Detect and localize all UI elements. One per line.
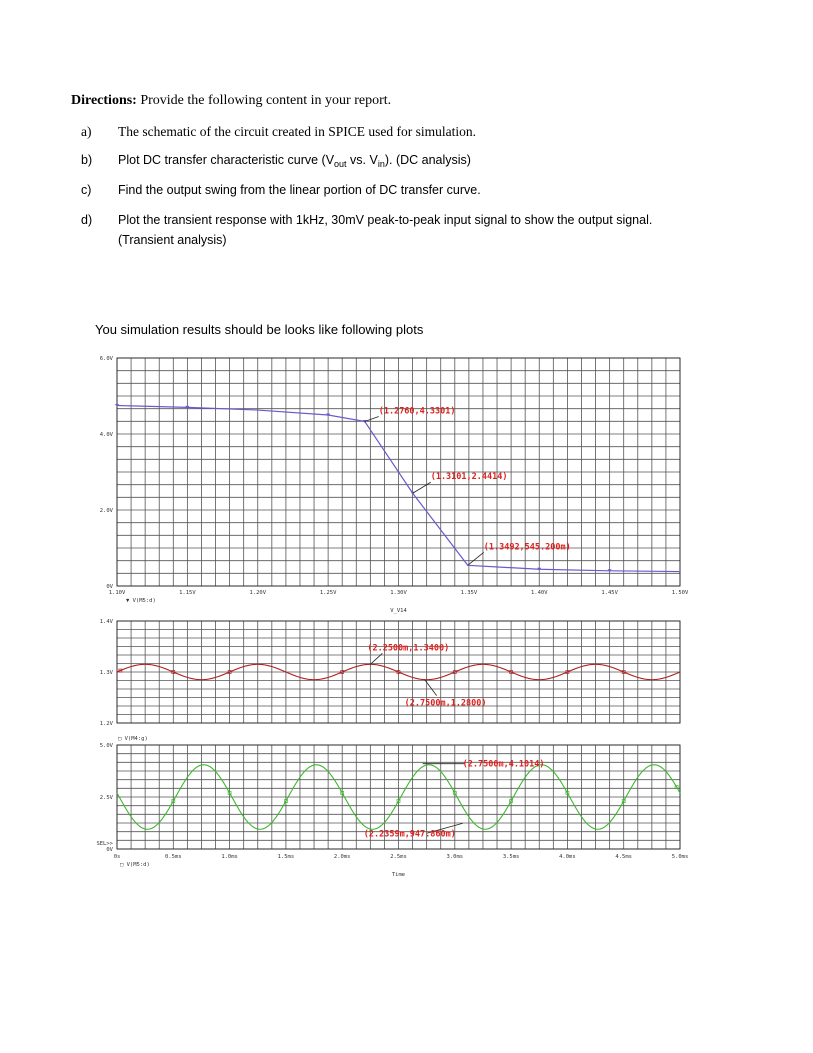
- legend-label: □ V(M5:d): [120, 862, 150, 868]
- x-tick-label: 1.20V: [249, 590, 267, 596]
- dc-transfer-chart: [115, 358, 680, 586]
- y-tick-label: 0V: [106, 847, 113, 853]
- x-tick-label: 1.10V: [108, 590, 126, 596]
- text-part: ). (DC analysis): [384, 153, 471, 167]
- y-tick-label: 0V: [106, 584, 113, 590]
- list-item-text: Find the output swing from the linear portion of DC transfer curve.: [118, 183, 481, 197]
- x-tick-label: 1.5ms: [277, 854, 295, 860]
- list-item-label: a): [81, 124, 92, 139]
- sel-marker-label: SEL>>: [96, 841, 113, 847]
- directions-text: Provide the following content in your report.: [136, 93, 392, 108]
- y-tick-label: 2.0V: [99, 508, 113, 514]
- x-tick-label: 1.35V: [460, 590, 478, 596]
- y-tick-label: 1.4V: [99, 619, 113, 625]
- subscript-in: in: [377, 159, 385, 169]
- annotation-leader: [365, 416, 379, 421]
- directions-heading: Directions:: [71, 93, 137, 108]
- x-tick-label: 1.30V: [390, 590, 407, 596]
- x-tick-label: 4.5ms: [615, 854, 632, 860]
- x-tick-label: 1.40V: [530, 590, 548, 596]
- y-tick-label: 6.0V: [99, 356, 113, 362]
- text-part: Plot DC transfer characteristic curve (V: [118, 153, 335, 167]
- annotation-label: (1.3492,545.200m): [483, 542, 571, 553]
- list-item-label: c): [81, 183, 92, 197]
- y-tick-label: 1.3V: [99, 670, 113, 676]
- text-part: vs. V: [346, 153, 378, 167]
- list-item-d-continuation: (Transient analysis): [118, 233, 227, 247]
- x-tick-label: 2.0ms: [333, 854, 351, 860]
- y-tick-label: 2.5V: [99, 795, 113, 801]
- x-axis-label: V_V14: [390, 608, 407, 614]
- annotation-label: (2.7500m,4.1014): [462, 759, 545, 770]
- input-signal-chart: [117, 621, 680, 723]
- annotation-label: (2.7500m,1.2800): [404, 698, 487, 709]
- x-tick-label: 3.5ms: [502, 854, 520, 860]
- list-item-text: Plot the transient response with 1kHz, 30mV peak-to-peak input signal to show the output signal.: [118, 213, 653, 227]
- x-tick-label: 4.0ms: [559, 854, 576, 860]
- x-tick-label: 1.45V: [601, 590, 618, 596]
- x-tick-label: 2.5ms: [390, 854, 407, 860]
- y-tick-label: 5.0V: [99, 743, 113, 749]
- legend-label: ▼ V(M5:d): [126, 598, 156, 604]
- x-tick-label: 0.5ms: [165, 854, 182, 860]
- y-tick-label: 4.0V: [99, 432, 113, 438]
- annotation-label: (1.2760,4.3301): [378, 406, 456, 417]
- subscript-out: out: [334, 159, 347, 169]
- x-tick-label: 3.0ms: [446, 854, 464, 860]
- list-item-label: d): [81, 213, 93, 227]
- x-tick-label: 1.50V: [671, 590, 689, 596]
- annotation-label: (2.2359m,947.860m): [363, 829, 456, 840]
- annotation-label: (1.3101,2.4414): [430, 472, 508, 483]
- list-item-label: b): [81, 153, 93, 167]
- annotation-leader: [468, 552, 484, 565]
- legend-label: □ V(M4:g): [118, 736, 148, 742]
- list-item-text: The schematic of the circuit created in SPICE used for simulation.: [118, 124, 477, 139]
- x-axis-label: Time: [391, 872, 406, 878]
- x-tick-label: 1.25V: [319, 590, 337, 596]
- x-tick-label: 5.0ms: [671, 854, 689, 860]
- x-tick-label: 0s: [113, 854, 121, 860]
- x-tick-label: 1.0ms: [221, 854, 238, 860]
- annotation-label: (2.2500m,1.3400): [367, 643, 450, 654]
- annotation-leader: [413, 482, 431, 493]
- y-tick-label: 1.2V: [99, 721, 113, 727]
- plots-intro: You simulation results should be looks like following plots: [95, 322, 424, 337]
- x-tick-label: 1.15V: [179, 590, 196, 596]
